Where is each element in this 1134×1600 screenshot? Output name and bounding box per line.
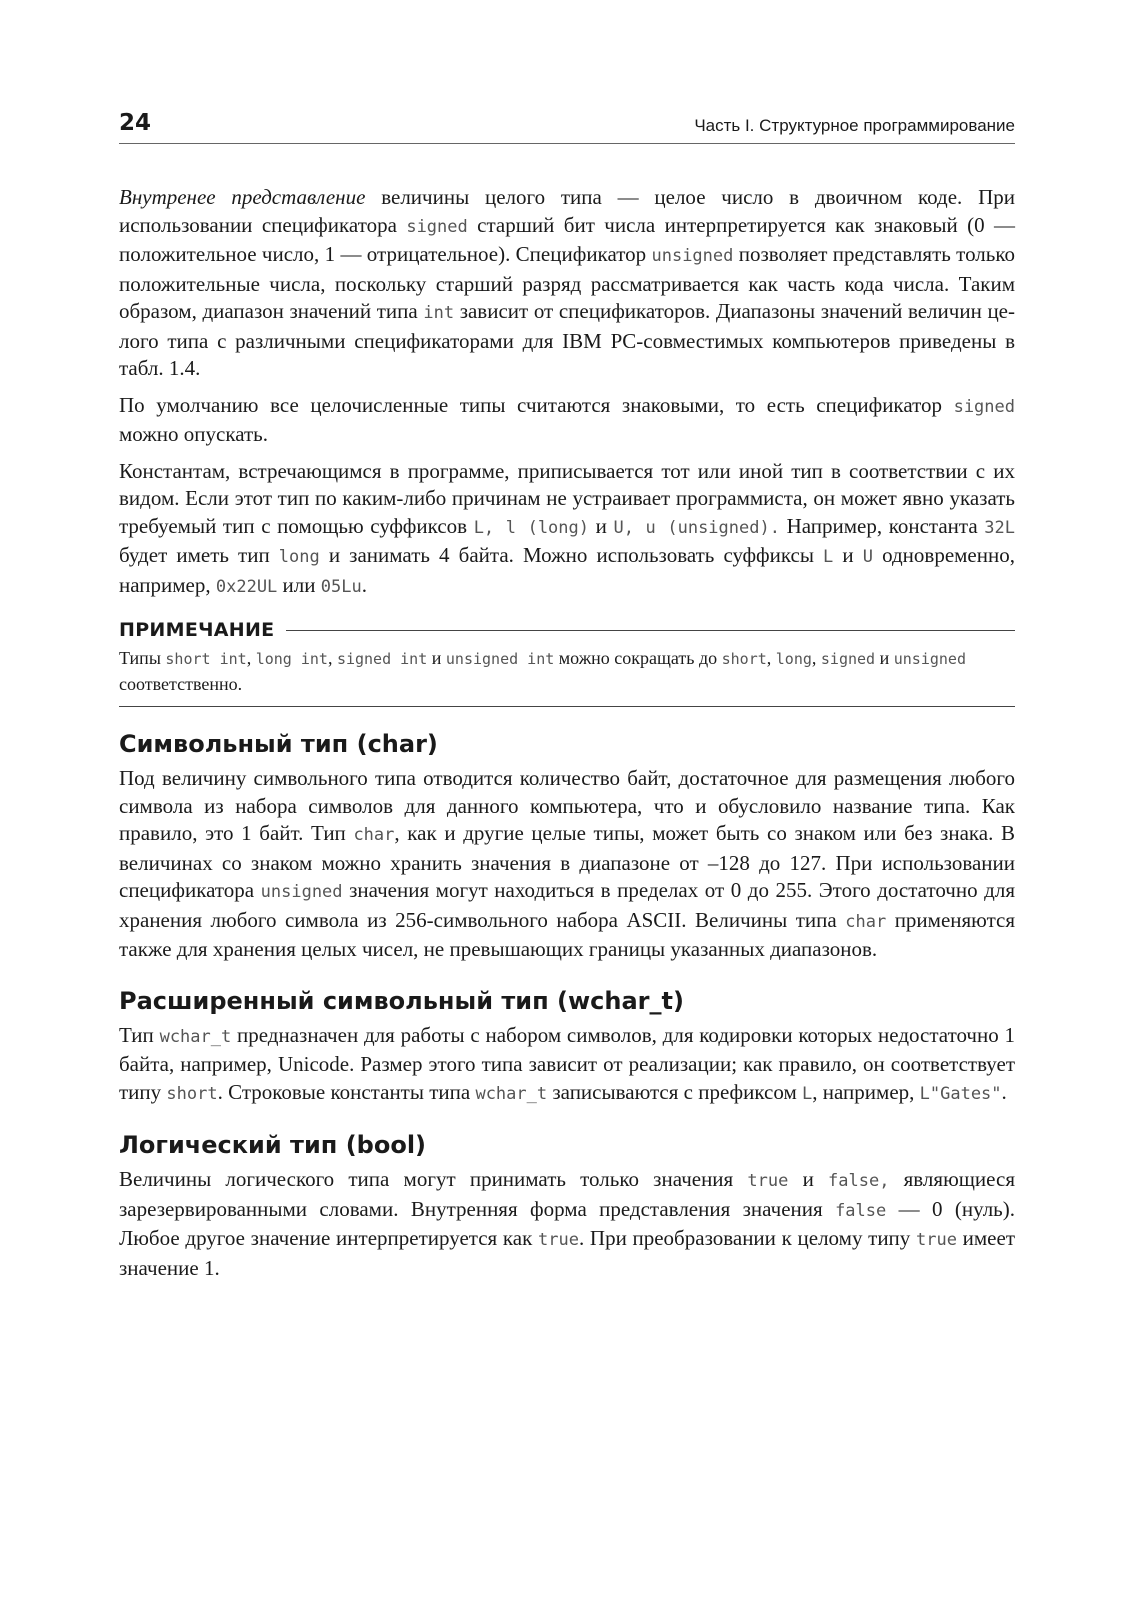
page-number: 24 [119,110,152,136]
code-signed: signed [820,650,876,668]
code-false: false, [828,1171,890,1191]
text-run: старший бит числа интерпретируется как знаковый (0 — положительное число, 1 — отрицательное). Спецификатор [119,212,1016,266]
paragraph-char-type [119,765,1015,964]
text-run: Тип [119,1022,160,1047]
text-run: , [327,648,337,668]
text-run: можно сокращать до [554,648,722,668]
code-U: U [862,547,873,567]
code-true: true [538,1230,579,1250]
text-run: или [277,572,321,597]
header-rule [119,143,1015,144]
code-wchar_t: wchar_t [475,1083,548,1104]
code-05Lu: 05Lu [320,576,362,597]
text-run: соответственно. [119,674,243,694]
code-long: long [278,547,320,567]
text-run: Константам, встречающимся в программе, приписывается тот или иной тип в соответствии с их видом. Если этот тип по каким-либо причинам не устраивает программиста, он может явно указать требуемый тип с помощью суффиксов [119,458,1015,538]
text-run: позволяет представлять только положительные числа, поскольку старший разряд рассматривается как часть кода числа. Таким образом, диапазон значений типа [119,242,1015,323]
text-run: Величины логического типа могут принимать только значения [119,1167,748,1191]
heading-char-type: Символьный тип (char) [119,730,438,758]
code-long-int: long int [255,650,328,668]
heading-bool-type: Логический тип (bool) [119,1131,427,1159]
text-run: величины целого типа — целое число в двоичном коде. При использовании спецификатора [119,185,1015,237]
code-char: char [845,911,887,932]
lead-term: Внутренее представление [119,185,366,209]
text-run: Под величину символьного типа отводится количество байт, достаточное для размещения любого символа из набора символов для данного компьютера, что и обусловило название типа. Как правило, это 1 байт. Тип [119,766,1015,845]
heading-wchar-type: Расширенный символьный тип (wchar_t) [119,986,684,1015]
code-L-prefix: L [802,1083,813,1104]
note-rule [286,630,1015,631]
page-content [119,184,1015,1291]
text-run: записываются с префиксом [547,1079,803,1104]
note-text [119,646,1015,697]
text-run: значения могут находиться в пределах от 0 до 255. Этого достаточно для хранения любого символа из 256-символьного набора ASCII. Величины типа [119,878,1015,932]
text-run: , [811,648,821,668]
text-run: . [361,572,367,597]
paragraph-internal-representation [119,184,1015,383]
text-run: , например, [812,1079,920,1104]
paragraph-default-signed [119,392,1015,449]
note-title: ПРИМЕЧАНИЕ [119,619,275,641]
text-run: являющиеся зарезервированными словами. Внутренняя форма представления значения [119,1167,1015,1221]
code-short: short [166,1083,218,1104]
text-run: Например, константа [779,513,985,538]
text-run: , [766,648,776,668]
code-int: int [423,303,455,323]
text-run: и [833,543,863,567]
text-run: зависит от спецификаторов. Диапазоны значений величин целого типа с различными спецификаторами для IBM PC-совместимых компьютеров приведены в табл. 1.4. [119,299,1015,380]
text-run: и занимать 4 байта. Можно использовать суффиксы [319,543,824,567]
code-true: true [916,1230,957,1250]
text-run: — 0 (нуль). Любое другое значение интерпретируется как [119,1196,1015,1250]
code-false: false [835,1200,887,1221]
text-run: По умолчанию все целочисленные типы считаются знаковыми, то есть спецификатор [119,392,954,417]
code-32L: 32L [984,517,1015,538]
paragraph-wchar-type [119,1022,1015,1109]
text-run: и [875,648,894,668]
code-signed: signed [406,216,468,237]
text-run: одновременно, например, [119,543,1015,597]
text-run: имеет значение 1. [119,1226,1015,1280]
paragraph-constants [119,458,1015,602]
text-run: предназначен для работы с набором символов, для кодировки которых недостаточно 1 байта, например, Unicode. Размер этого типа зависит от реализации; как правило, он соответствует типу [119,1022,1016,1104]
text-run: и [788,1167,829,1191]
note-bottom-rule [119,706,1015,707]
code-char: char [353,825,395,845]
text-run: . [1001,1079,1007,1104]
note-header [119,619,1015,641]
code-signed-int: signed int [336,650,428,668]
text-run: Типы [119,648,166,668]
paragraph-bool-type [119,1166,1015,1282]
text-run: , как и другие целые типы, может быть со знаком или без знака. В величинах со знаком можно хранить значения в диапазоне от –128 до 127. При использовании спецификатора [119,821,1015,902]
code-0x22UL: 0x22UL [215,576,278,597]
code-L: L [823,547,834,567]
code-wchar_t: wchar_t [159,1026,232,1047]
code-unsigned: unsigned [651,246,734,266]
code-signed: signed [953,396,1015,417]
text-run: будет иметь тип [119,543,279,567]
text-run: . Строковые константы типа [217,1079,476,1104]
code-unsigned: unsigned [893,650,966,668]
text-run: . При преобразовании к целому типу [578,1226,916,1250]
code-short: short [721,650,767,668]
text-run: и [589,513,614,538]
note-box [119,619,1015,707]
code-suffix-unsigned: U, u (unsigned). [613,517,780,538]
code-long: long [775,650,812,668]
running-title: Часть I. Структурное программирование [694,116,1015,135]
code-suffix-long: L, l (long) [473,517,589,538]
code-L-gates: L"Gates" [919,1083,1002,1104]
code-unsigned: unsigned [260,882,343,902]
code-unsigned-int: unsigned int [445,650,555,668]
text-run: и [427,648,446,668]
text-run: , [246,648,256,668]
page-header [119,110,1015,144]
text-run: применяются также для хранения целых чисел, не превышающих границы указанных диапазонов. [119,907,1016,961]
code-short-int: short int [165,650,247,668]
code-true: true [747,1171,789,1191]
text-run: можно опускать. [119,422,268,446]
